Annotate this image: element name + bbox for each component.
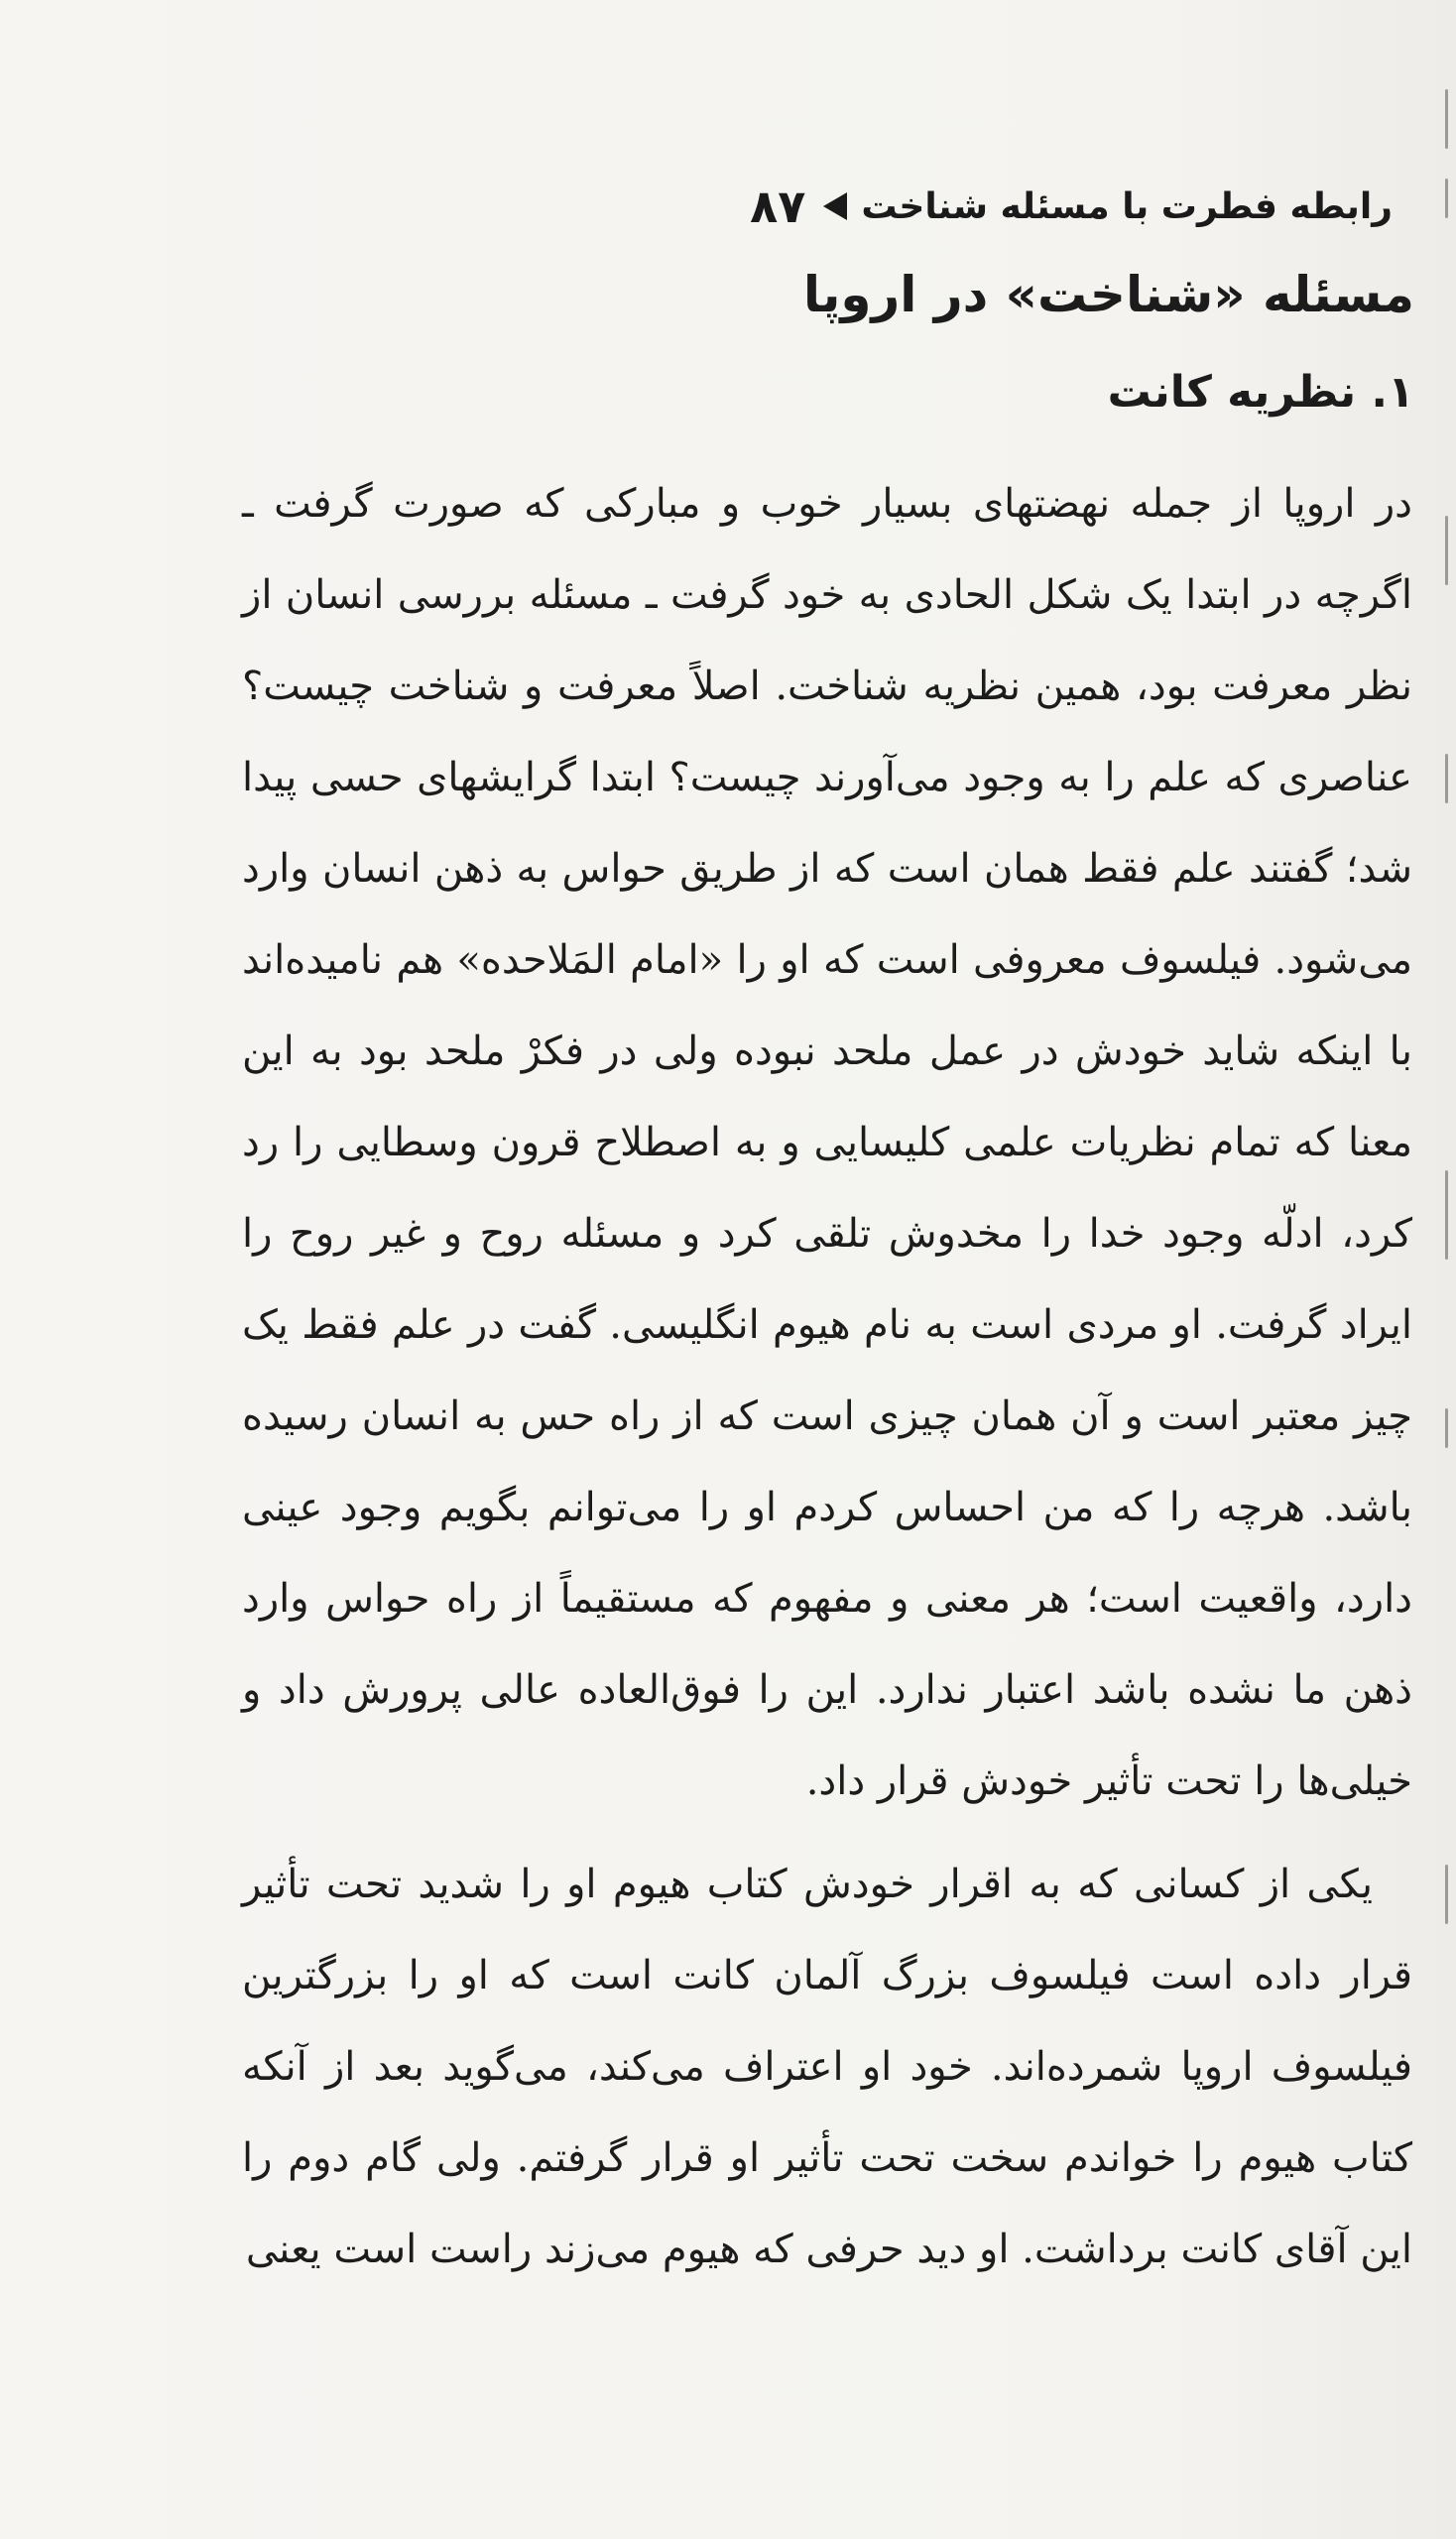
paragraph-2: یکی از کسانی که به اقرار خودش کتاب هیوم او را شدید تحت تأثیر قرار داده است فیلسوف بزرگ آلمان کانت است که او را بزرگترین فیلسوف اروپا شمرده‌اند. خود او اعتراف می‌کند، می‌گوید بعد از آنکه کتاب هیوم را خواندم سخت تحت تأثیر او قرار گرفتم. ولی گام دوم را این آقای کانت برداشت. او دید حرفی که هیوم می‌زند راست است یعنی — [242, 1862, 1412, 2272]
triangle-marker-icon — [823, 192, 847, 220]
body-text — [242, 458, 1412, 2295]
sub-heading: ۱. نظریه کانت — [1107, 367, 1414, 418]
page-number: ۸۷ — [750, 180, 806, 233]
section-heading: مسئله «شناخت» در اروپا — [802, 266, 1414, 323]
running-header — [230, 167, 1393, 246]
page-edge-marks — [1426, 0, 1456, 2539]
paragraph-1: در اروپا از جمله نهضتهای بسیار خوب و مبارکی که صورت گرفت ـ اگرچه در ابتدا یک شکل الحادی به خود گرفت ـ مسئله بررسی انسان از نظر معرفت بود، همین نظریه شناخت. اصلاً معرفت و شناخت چیست؟ عناصری که علم را به وجود می‌آورند چیست؟ ابتدا گرایشهای حسی پیدا شد؛ گفتند علم فقط همان است که از طریق حواس به ذهن انسان وارد می‌شود. فیلسوف معروفی است که او را «امام المَلاحده» هم نامیده‌اند با اینکه شاید خودش در عمل ملحد نبوده ولی در فکرْ ملحد بود به این معنا که تمام نظریات علمی کلیسایی و به اصطلاح قرون وسطایی را رد کرد، ادلّه وجود خدا را مخدوش تلقی کرد و مسئله روح و غیر روح را ایراد گرفت. او مردی است به نام هیوم انگلیسی. گفت در علم فقط یک چیز معتبر است و آن همان چیزی است که از راه حس به انسان رسیده باشد. هرچه را که من احساس کردم او را می‌توانم بگویم وجود عینی دارد، واقعیت است؛ هر معنی و مفهوم که مستقیماً از راه حواس وارد ذهن ما نشده باشد اعتبار ندارد. این را فوق‌العاده عالی پرورش داد و خیلی‌ها را تحت تأثیر خودش قرار داد. — [242, 481, 1412, 1804]
header-title: رابطه فطرت با مسئله شناخت — [861, 185, 1393, 227]
